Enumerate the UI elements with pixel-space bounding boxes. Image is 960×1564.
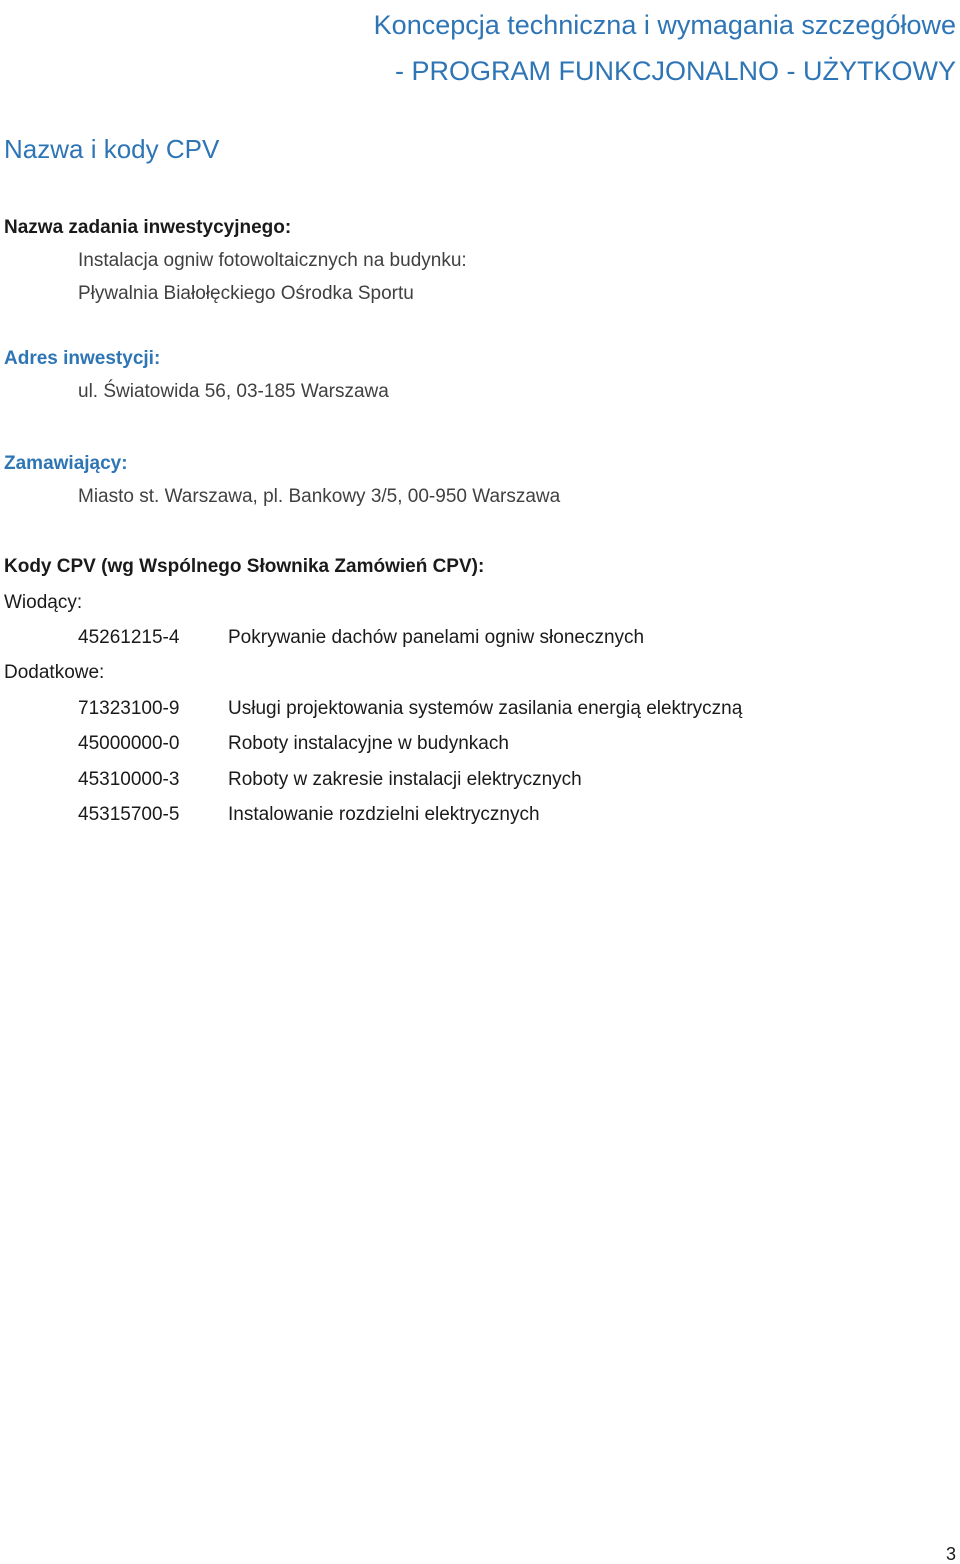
client-label: Zamawiający: (4, 453, 128, 474)
task-block (4, 211, 960, 310)
cpv-main-label: Wiodący: (4, 592, 83, 613)
header-title: Koncepcja techniczna i wymagania szczegółowe (373, 10, 956, 40)
cpv-description: Roboty instalacyjne w budynkach (228, 733, 509, 754)
cpv-block (4, 550, 960, 833)
cpv-code: 45000000-0 (78, 733, 180, 754)
cpv-extra-row (4, 762, 960, 798)
cpv-description: Pokrywanie dachów panelami ogniw słonecznych (228, 627, 645, 648)
cpv-main-row (4, 620, 960, 656)
document-header (374, 2, 956, 94)
address-label: Adres inwestycji: (4, 348, 161, 369)
cpv-label: Kody CPV (wg Wspólnego Słownika Zamówień CPV): (4, 556, 485, 577)
task-line: Instalacja ogniw fotowoltaicznych na budynku: (78, 250, 467, 271)
section-title: Nazwa i kody CPV (4, 134, 220, 164)
cpv-extra-row (4, 691, 960, 727)
cpv-code: 71323100-9 (78, 697, 180, 719)
cpv-extra-row (4, 726, 960, 762)
cpv-description: Usługi projektowania systemów zasilania energią elektryczną (228, 697, 743, 719)
cpv-code: 45315700-5 (78, 804, 180, 825)
cpv-description: Instalowanie rozdzielni elektrycznych (228, 804, 540, 825)
client-value: Miasto st. Warszawa, pl. Bankowy 3/5, 00-950 Warszawa (78, 486, 561, 507)
header-subtitle: - PROGRAM FUNKCJONALNO - UŻYTKOWY (394, 56, 956, 86)
cpv-code: 45310000-3 (78, 768, 180, 790)
page-number: 3 (945, 1544, 956, 1564)
cpv-extra-row (4, 797, 960, 833)
address-value: ul. Światowida 56, 03-185 Warszawa (78, 381, 389, 402)
cpv-code: 45261215-4 (78, 627, 180, 648)
task-label: Nazwa zadania inwestycyjnego: (4, 217, 292, 238)
cpv-extra-label: Dodatkowe: (4, 661, 105, 683)
task-line: Pływalnia Białołęckiego Ośrodka Sportu (78, 283, 414, 304)
address-block (4, 342, 960, 408)
client-block (4, 447, 960, 513)
cpv-description: Roboty w zakresie instalacji elektrycznych (228, 768, 582, 790)
